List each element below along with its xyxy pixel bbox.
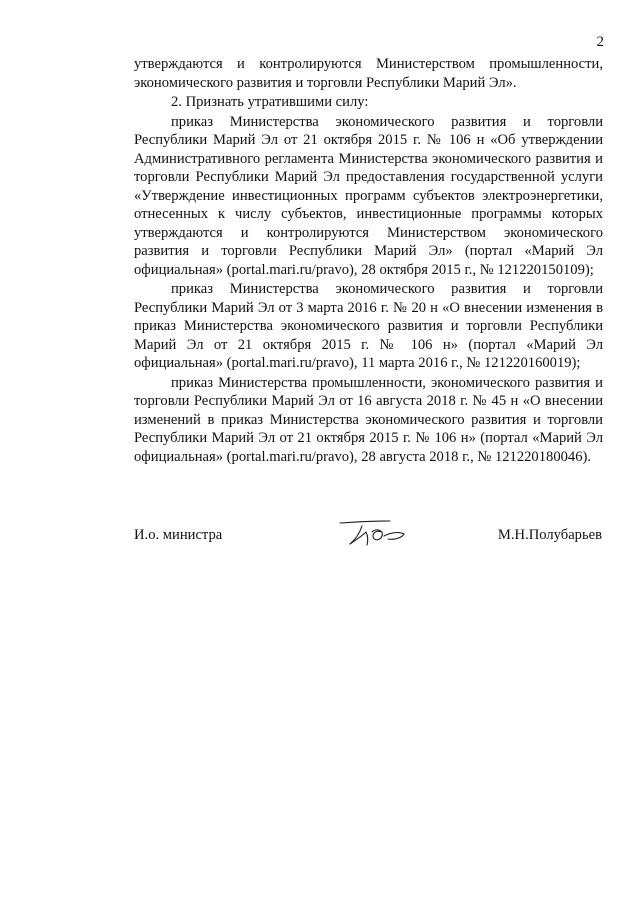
signatory-position: И.о. министра xyxy=(134,527,223,543)
document-body xyxy=(134,55,603,466)
signatory-name: М.Н.Полубарьев xyxy=(497,527,602,543)
paragraph-repealed-order-106n: приказ Министерства экономического развития и торговли Республики Марий Эл от 21 октября 2015 г. № 106 н «Об утверждении Административного регламента Министерства экономического развития и торговли Республики Марий Эл предоставления государственной услуги «Утверждение инвестиционных программ субъектов электроэнергетики, отнесенных к числу субъектов, инвестиционные программы которых утверждаются и контролируются Министерством экономического развития и торговли Республики Марий Эл» (портал «Марий Эл официальная» (portal.mari.ru/pravo), 28 октября 2015 г., № 121220150109); xyxy=(134,113,603,278)
paragraph-repealed-order-45n: приказ Министерства промышленности, экономического развития и торговли Республики Марий Эл от 16 августа 2018 г. № 45 н «О внесении изменений в приказ Министерства экономического развития и торговли Республики Марий Эл от 21 октября 2015 г. № 106 н» (портал «Марий Эл официальная» (portal.mari.ru/pravo), 28 августа 2018 г., № 121220180046). xyxy=(134,374,603,465)
paragraph-continuation: утверждаются и контролируются Министерством промышленности, экономического развития и торговли Республики Марий Эл». xyxy=(134,56,603,91)
paragraph-item-2-heading: 2. Признать утратившими силу: xyxy=(171,94,369,110)
signature-block xyxy=(134,514,603,554)
paragraph-repealed-order-20n: приказ Министерства экономического развития и торговли Республики Марий Эл от 3 марта 2016 г. № 20 н «О внесении изменения в приказ Министерства экономического развития и торговли Республики Марий Эл от 21 октября 2015 г. № 106 н» (портал «Марий Эл официальная» (portal.mari.ru/pravo), 11 марта 2016 г., № 121220160019); xyxy=(134,281,603,371)
handwritten-signature xyxy=(332,514,420,548)
page-number: 2 xyxy=(596,34,604,50)
